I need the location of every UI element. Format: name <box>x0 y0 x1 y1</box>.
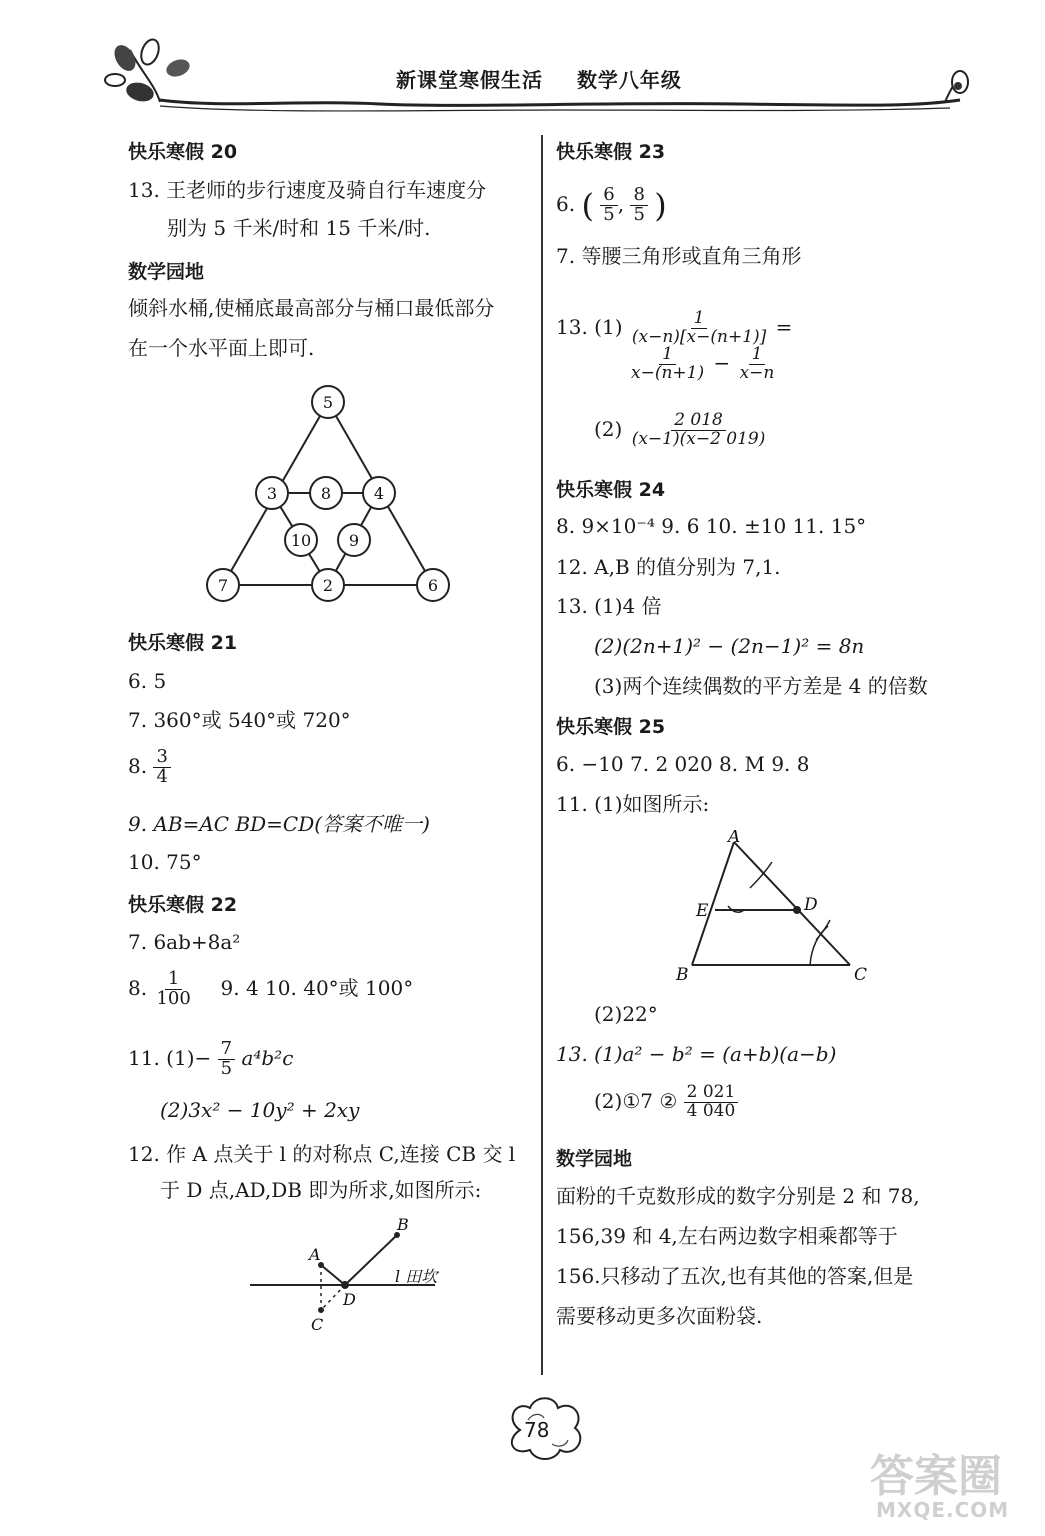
fraction-3-4: $\frac{3}{4}$ <box>153 748 170 787</box>
section-heading-23: 快乐寒假 23 <box>556 141 666 163</box>
answer-22-12-line1: 12. 作 A 点关于 l 的对称点 C,连接 CB 交 l <box>128 1142 516 1166</box>
node-inner-left-label: 10 <box>290 531 312 550</box>
section-heading-21: 快乐寒假 21 <box>128 632 238 654</box>
node-bottom-right-label: 6 <box>427 576 439 595</box>
reflection-figure <box>245 1210 465 1335</box>
answer-21-6: 6. 5 <box>128 669 167 693</box>
answer-23-6: 6. ( $\frac{6}{5}$ , $\frac{8}{5}$ ) <box>556 184 667 225</box>
column-divider <box>541 135 543 1375</box>
answer-25-11-2: (2)22° <box>594 1002 658 1026</box>
math-garden-2-line1: 面粉的千克数形成的数字分别是 2 和 78, <box>556 1184 920 1208</box>
answer-21-8: 8. $\frac{3}{4}$ <box>128 748 171 787</box>
fraction-2021-4040: $\frac{2 021}{4 040}$ <box>684 1084 739 1121</box>
answer-24-13-2: (2)(2n+1)² − (2n−1)² = 8n <box>594 634 865 658</box>
answer-22-8: 8. $\frac{1}{100}$ 9. 4 10. 40°或 100° <box>128 968 414 1009</box>
fraction-13-1a: $\frac{1}{x-(n+1)}$ <box>631 344 705 383</box>
answer-23-13-1: 13. (1) $\frac{1}{(x-n)[x-(n+1)]}$ = <box>556 308 793 347</box>
point-A-label: A <box>309 1245 321 1264</box>
answer-21-7: 7. 360°或 540°或 720° <box>128 708 351 732</box>
answer-24-8-11: 8. 9×10⁻⁴ 9. 6 10. ±10 11. 15° <box>556 514 867 538</box>
fraction-1-100: $\frac{1}{100}$ <box>156 968 191 1009</box>
point-D-label: D <box>343 1290 356 1309</box>
construction-figure <box>670 830 890 990</box>
subject-title: 数学八年级 <box>576 68 682 92</box>
node-mid-right-label: 4 <box>373 484 385 503</box>
fraction-13-1b: $\frac{1}{x-n}$ <box>739 344 775 383</box>
answer-23-7: 7. 等腰三角形或直角三角形 <box>556 244 802 268</box>
fraction-6-5: $\frac{6}{5}$ <box>600 186 617 225</box>
answer-21-10: 10. 75° <box>128 850 202 874</box>
point-B-label: B <box>676 965 689 985</box>
math-garden-heading-1: 数学园地 <box>128 261 205 283</box>
answer-24-13-1: 13. (1)4 倍 <box>556 594 662 618</box>
node-inner-right-label: 9 <box>348 531 360 550</box>
answer-22-11-2: (2)3x² − 10y² + 2xy <box>160 1098 360 1122</box>
point-E-label: E <box>696 901 709 921</box>
section-heading-20: 快乐寒假 20 <box>128 141 238 163</box>
node-bottom-center-label: 2 <box>322 576 334 595</box>
page-number-ornament <box>500 1390 590 1465</box>
answer-24-13-3: (3)两个连续偶数的平方差是 4 的倍数 <box>594 674 928 698</box>
answer-21-9: 9. AB=AC BD=CD(答案不唯一) <box>128 812 430 836</box>
math-garden-2-line3: 156.只移动了五次,也有其他的答案,但是 <box>556 1264 914 1288</box>
node-bottom-left-label: 7 <box>217 576 229 595</box>
answer-25-6-9: 6. −10 7. 2 020 8. M 9. 8 <box>556 752 810 776</box>
section-heading-22: 快乐寒假 22 <box>128 894 238 916</box>
answer-20-13-line2: 别为 5 千米/时和 15 千米/时. <box>167 216 431 240</box>
node-top-label: 5 <box>322 393 334 412</box>
fraction-8-5: $\frac{8}{5}$ <box>630 186 647 225</box>
section-heading-24: 快乐寒假 24 <box>556 479 666 501</box>
section-heading-25: 快乐寒假 25 <box>556 716 666 738</box>
point-A-label: A <box>728 830 741 847</box>
watermark <box>870 1440 1040 1530</box>
math-garden-1-line2: 在一个水平面上即可. <box>128 336 315 360</box>
line-l-label: l 田坎 <box>395 1267 438 1286</box>
math-garden-2-line2: 156,39 和 4,左右两边数字相乘都等于 <box>556 1224 898 1248</box>
fraction-13-2: $\frac{2 018}{(x-1)(x-2 019)}$ <box>631 410 766 449</box>
fraction-7-5: $\frac{7}{5}$ <box>218 1040 235 1079</box>
answer-22-11-1: 11. (1)− $\frac{7}{5}$ a⁴b²c <box>128 1038 294 1079</box>
point-C-label: C <box>311 1315 324 1334</box>
number-triangle-figure <box>195 380 465 610</box>
fraction-13-1: $\frac{1}{(x-n)[x-(n+1)]}$ <box>631 308 767 347</box>
point-D-label: D <box>804 895 818 915</box>
answer-25-13-1: 13. (1)a² − b² = (a+b)(a−b) <box>556 1042 837 1066</box>
math-garden-heading-2: 数学园地 <box>556 1148 633 1170</box>
book-title: 新课堂寒假生活 <box>396 68 543 92</box>
point-B-label: B <box>397 1215 409 1234</box>
math-garden-2-line4: 需要移动更多次面粉袋. <box>556 1304 763 1328</box>
answer-22-7: 7. 6ab+8a² <box>128 930 241 954</box>
node-mid-center-label: 8 <box>320 484 332 503</box>
header-title <box>396 64 682 93</box>
page-number: 78 <box>524 1418 550 1442</box>
answer-20-13-line1: 13. 王老师的步行速度及骑自行车速度分 <box>128 178 487 202</box>
answer-22-12-line2: 于 D 点,AD,DB 即为所求,如图所示: <box>160 1178 482 1202</box>
answer-25-13-2: (2)①7 ② $\frac{2 021}{4 040}$ <box>594 1084 738 1121</box>
node-mid-left-label: 3 <box>266 484 278 503</box>
answer-25-11-1: 11. (1)如图所示: <box>556 792 710 816</box>
answer-23-13-2: (2) $\frac{2 018}{(x-1)(x-2 019)}$ <box>594 412 768 449</box>
math-garden-1-line1: 倾斜水桶,使桶底最高部分与桶口最低部分 <box>128 296 495 320</box>
watermark-main: 答案圈 <box>870 1451 1002 1502</box>
point-C-label: C <box>854 965 868 985</box>
answer-24-12: 12. A,B 的值分别为 7,1. <box>556 555 781 579</box>
answer-23-13-1-result: $\frac{1}{x-(n+1)}$ − $\frac{1}{x-n}$ <box>628 346 777 383</box>
watermark-sub: MXQE.COM <box>876 1498 1010 1522</box>
